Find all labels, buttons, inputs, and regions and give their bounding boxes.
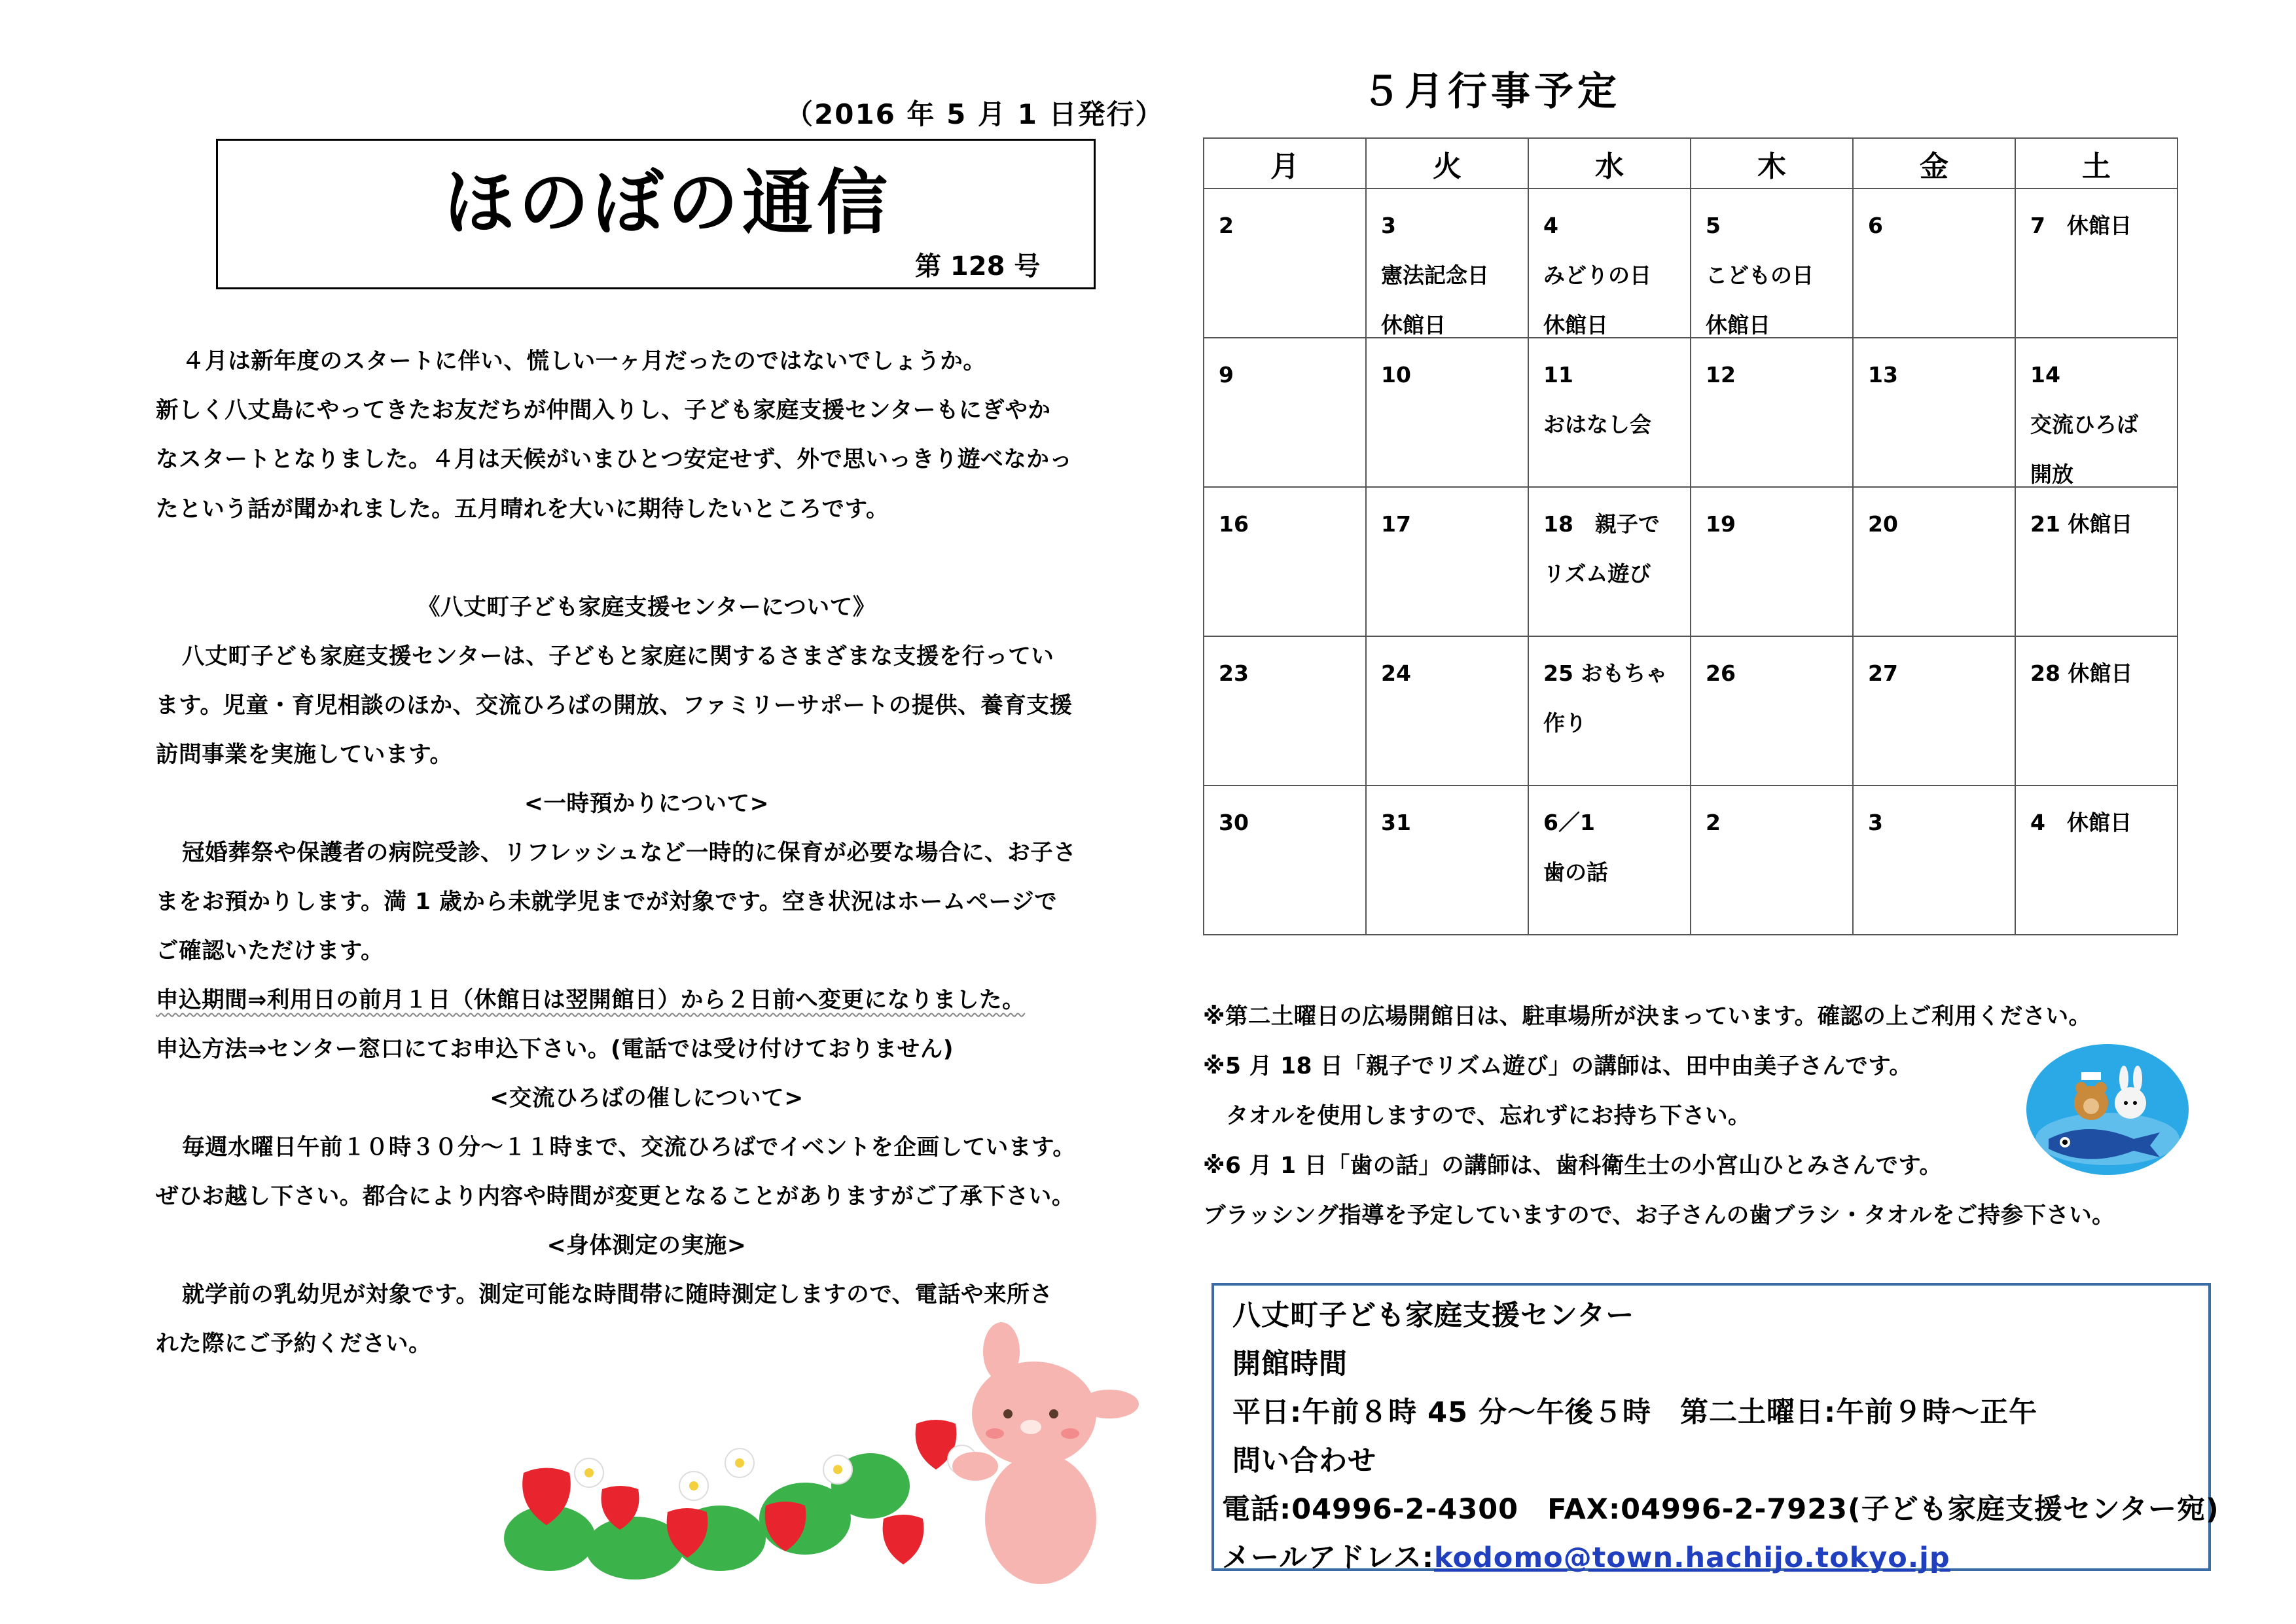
calendar-day: [1204, 636, 1366, 785]
calendar: [1203, 137, 2178, 935]
weekday-header: 水: [1528, 138, 1691, 189]
day-number: 23: [1219, 660, 1249, 686]
calendar-day: [1853, 338, 2015, 487]
day-event: みどりの日: [1543, 262, 1651, 288]
calendar-title: ５月行事予定: [1361, 69, 1621, 115]
calendar-day: [1366, 338, 1528, 487]
calendar-week: [1204, 487, 2178, 636]
calendar-day: [1528, 785, 1691, 935]
application-method: 申込方法⇒センター窓口にてお申込下さい。(電話では受け付けておりません): [156, 1036, 954, 1062]
hours-label: 開館時間: [1232, 1348, 1348, 1380]
day-number: 26: [1706, 660, 1736, 686]
calendar-day: [1366, 785, 1528, 935]
phone-fax: 電話:04996-2-4300 FAX:04996-2-7923(子ども家庭支援センター宛): [1222, 1493, 2219, 1526]
intro-line: なスタートとなりました。４月は天候がいまひとつ安定せず、外で思いっきり遊べなかっ: [156, 446, 1073, 473]
issue-number: 第 128 号: [915, 251, 1041, 281]
day-number: 25 おもちゃ: [1543, 660, 1668, 686]
calendar-day: [1528, 636, 1691, 785]
day-event: 休館日: [1543, 312, 1608, 338]
day-number: 30: [1219, 810, 1249, 835]
calendar-day: [1853, 636, 2015, 785]
day-event: 休館日: [1706, 312, 1770, 338]
day-number: 27: [1868, 660, 1898, 686]
day-number: 10: [1381, 362, 1411, 388]
day-number: 5: [1706, 213, 1721, 238]
day-event: 作り: [1543, 710, 1587, 736]
day-number: 19: [1706, 511, 1736, 537]
weekday-header: 木: [1691, 138, 1853, 189]
calendar-day: [2015, 487, 2178, 636]
day-number: 12: [1706, 362, 1736, 388]
note-teeth-lecturer: ※6 月 1 日「歯の話」の講師は、歯科衛生士の小宮山ひとみさんです。: [1203, 1153, 1943, 1179]
day-number: 3: [1868, 810, 1883, 835]
calendar-day: [1691, 338, 1853, 487]
calendar-day: [1853, 785, 2015, 935]
calendar-day: [1366, 636, 1528, 785]
calendar-day: [1366, 487, 1528, 636]
note-towel: タオルを使用しますので、忘れずにお持ち下さい。: [1203, 1103, 1751, 1129]
day-number: 13: [1868, 362, 1898, 388]
temporary-care-line: 冠婚葬祭や保護者の病院受診、リフレッシュなど一時的に保育が必要な場合に、お子さ: [182, 840, 1077, 866]
day-event: 交流ひろば: [2030, 412, 2138, 437]
note-brushing: ブラッシング指導を予定していますので、お子さんの歯ブラシ・タオルをご持参下さい。: [1203, 1202, 2115, 1229]
day-number: 9: [1219, 362, 1234, 388]
calendar-week: [1204, 189, 2178, 338]
email-link[interactable]: kodomo@town.hachijo.tokyo.jp: [1434, 1542, 1950, 1574]
calendar-day: [1691, 189, 1853, 338]
calendar-week: [1204, 338, 2178, 487]
calendar-day: [1691, 636, 1853, 785]
calendar-day: [1853, 189, 2015, 338]
day-number: 4 休館日: [2030, 810, 2132, 835]
plaza-events-line: ぜひお越し下さい。都合により内容や時間が変更となることがありますがご了承下さい。: [156, 1183, 1075, 1210]
calendar-day: [1204, 338, 1366, 487]
email-label: メールアドレス:: [1222, 1542, 1435, 1574]
day-number: 7 休館日: [2030, 213, 2132, 238]
day-event: こどもの日: [1706, 262, 1814, 288]
calendar-day: [1366, 189, 1528, 338]
calendar-day: [2015, 338, 2178, 487]
day-number: 11: [1543, 362, 1573, 388]
calendar-day: [1528, 189, 1691, 338]
day-number: 21 休館日: [2030, 511, 2133, 537]
day-number: 28 休館日: [2030, 660, 2133, 686]
calendar-day: [1204, 189, 1366, 338]
about-heading: 《八丈町子ども家庭支援センターについて》: [418, 594, 876, 621]
calendar-day: [1528, 338, 1691, 487]
center-name: 八丈町子ども家庭支援センター: [1232, 1299, 1635, 1332]
calendar-week: [1204, 785, 2178, 935]
day-number: 16: [1219, 511, 1249, 537]
koinobori-illustration: [2022, 1041, 2193, 1178]
email-row: [1222, 1536, 1950, 1576]
about-line: 八丈町子ども家庭支援センターは、子どもと家庭に関するさまざまな支援を行ってい: [182, 643, 1054, 670]
temporary-care-line: まをお預かりします。満 1 歳から未就学児までが対象です。空き状況はホームページで: [156, 889, 1058, 915]
calendar-day: [2015, 189, 2178, 338]
calendar-week: [1204, 636, 2178, 785]
weekday-header: 金: [1853, 138, 2015, 189]
weekday-header: 月: [1204, 138, 1366, 189]
about-line: ます。児童・育児相談のほか、交流ひろばの開放、ファミリーサポートの提供、養育支援: [156, 693, 1073, 719]
intro-line: 新しく八丈島にやってきたお友だちが仲間入りし、子ども家庭支援センターもにぎやか: [156, 397, 1051, 424]
day-event: おはなし会: [1543, 412, 1651, 437]
calendar-day: [1691, 785, 1853, 935]
calendar-day: [1691, 487, 1853, 636]
contact-info-box: [1211, 1283, 2219, 1574]
day-number: 6／1: [1543, 810, 1595, 835]
day-number: 3: [1381, 213, 1396, 238]
strawberry-bunny-illustration: [504, 1322, 1152, 1584]
calendar-day: [1528, 487, 1691, 636]
day-number: 14: [2030, 362, 2060, 388]
measurement-heading: <身体測定の実施>: [547, 1233, 747, 1259]
newsletter-title: ほのぼの通信: [444, 162, 892, 244]
calendar-day: [2015, 636, 2178, 785]
day-number: 2: [1219, 213, 1234, 238]
calendar-day: [2015, 785, 2178, 935]
day-number: 18 親子で: [1543, 511, 1660, 537]
temporary-care-heading: <一時預かりについて>: [524, 791, 770, 817]
weekday-header: 土: [2015, 138, 2178, 189]
plaza-events-line: 毎週水曜日午前１０時３０分～１１時まで、交流ひろばでイベントを企画しています。: [182, 1134, 1076, 1161]
weekday-header: 火: [1366, 138, 1528, 189]
intro-line: たという話が聞かれました。五月晴れを大いに期待したいところです。: [156, 496, 889, 522]
plaza-events-heading: <交流ひろばの催しについて>: [490, 1085, 804, 1111]
day-number: 2: [1706, 810, 1721, 835]
note-parking: ※第二土曜日の広場開館日は、駐車場所が決まっています。確認の上ご利用ください。: [1203, 1003, 2092, 1030]
calendar-day: [1204, 785, 1366, 935]
intro-line: ４月は新年度のスタートに伴い、慌しい一ヶ月だったのではないでしょうか。: [182, 348, 986, 374]
note-rhythm-lecturer: ※5 月 18 日「親子でリズム遊び」の講師は、田中由美子さんです。: [1203, 1053, 1912, 1079]
calendar-day: [1204, 487, 1366, 636]
contact-label: 問い合わせ: [1232, 1445, 1376, 1477]
application-period: 申込期間⇒利用日の前月１日（休館日は翌開館日）から２日前へ変更になりました。: [156, 987, 1026, 1013]
day-number: 4: [1543, 213, 1558, 238]
day-number: 24: [1381, 660, 1411, 686]
day-number: 31: [1381, 810, 1411, 835]
calendar-table: [1203, 137, 2178, 935]
day-number: 6: [1868, 213, 1883, 238]
measurement-line: 就学前の乳幼児が対象です。測定可能な時間帯に随時測定しますので、電話や来所さ: [182, 1282, 1053, 1308]
opening-hours: 平日:午前８時 45 分～午後５時 第二土曜日:午前９時～正午: [1232, 1396, 2038, 1429]
about-line: 訪問事業を実施しています。: [156, 742, 453, 768]
day-event: 憲法記念日: [1381, 262, 1489, 288]
day-number: 17: [1381, 511, 1411, 537]
temporary-care-line: ご確認いただけます。: [156, 938, 384, 964]
day-event: リズム遊び: [1543, 561, 1651, 586]
calendar-day: [1853, 487, 2015, 636]
day-number: 20: [1868, 511, 1898, 537]
day-event: 歯の話: [1543, 859, 1608, 885]
day-event: 休館日: [1381, 312, 1446, 338]
title-box: [216, 139, 1096, 289]
measurement-line: れた際にご予約ください。: [156, 1331, 432, 1357]
day-event: 開放: [2030, 461, 2073, 487]
issue-date: （2016 年 5 月 1 日発行）: [785, 98, 1164, 130]
